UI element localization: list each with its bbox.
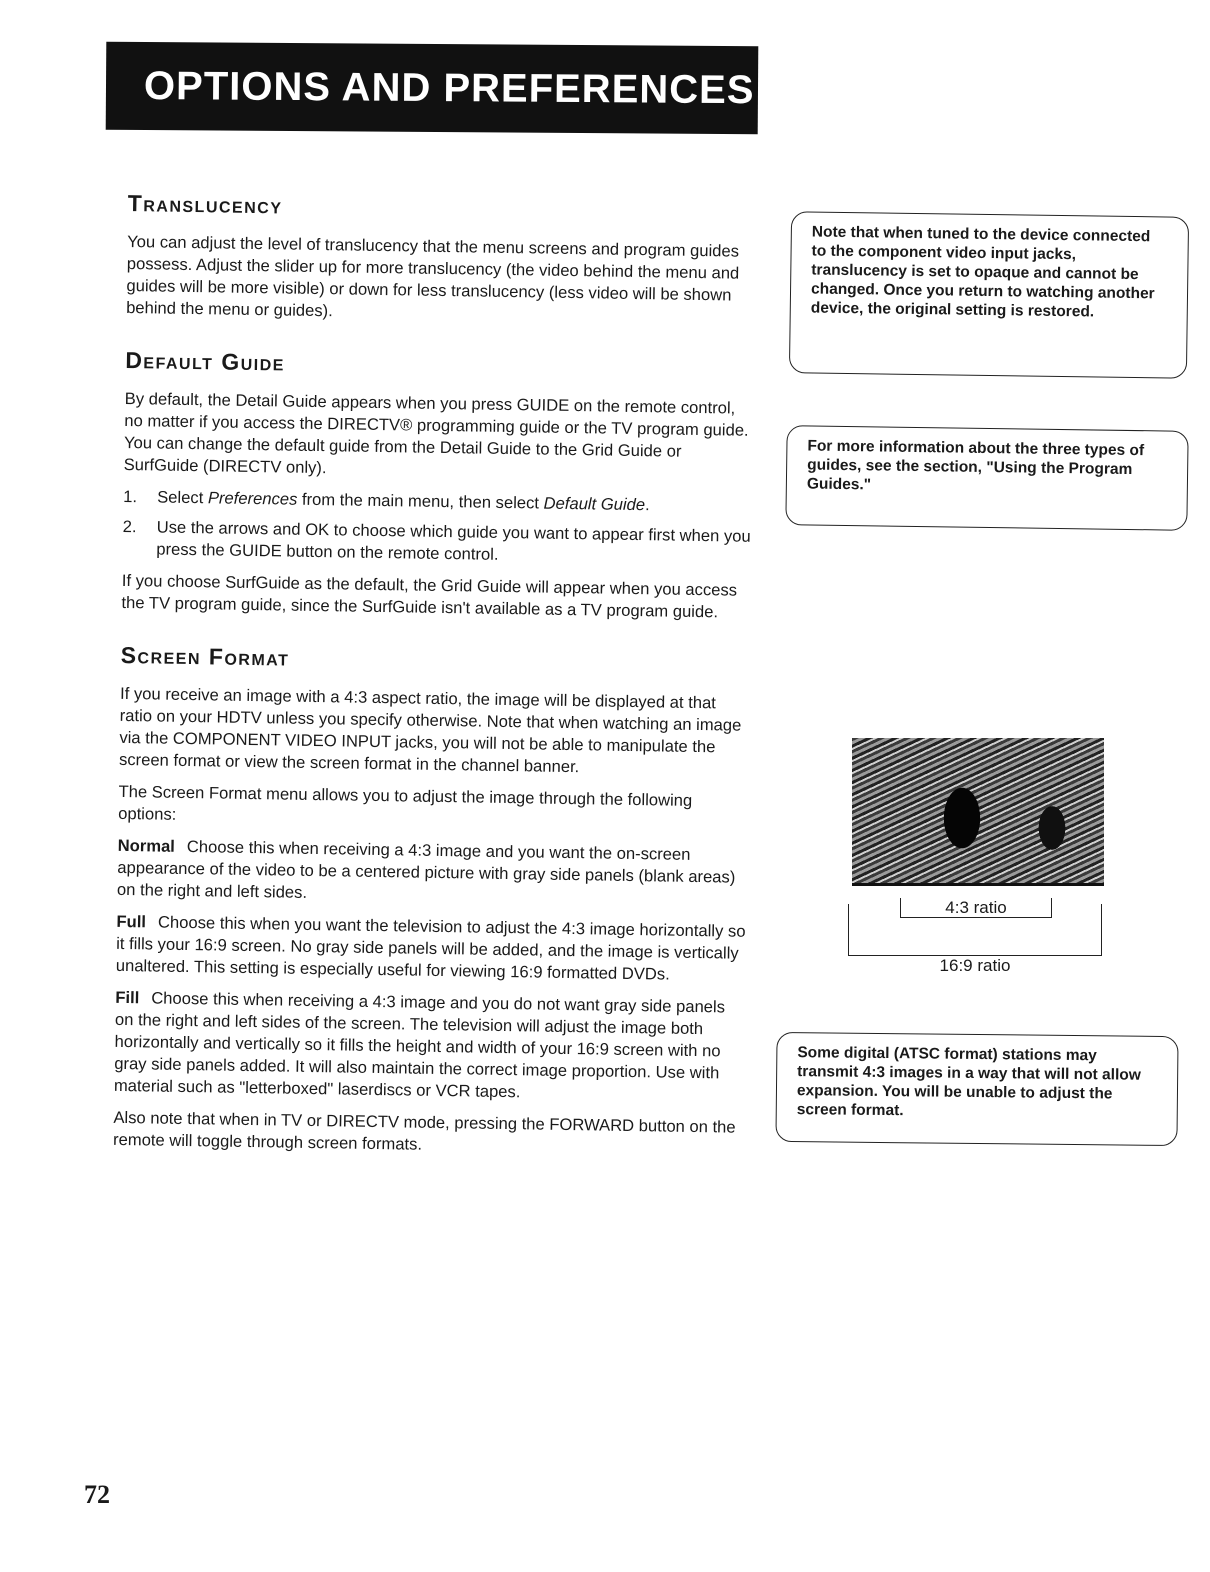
default-guide-intro: By default, the Detail Guide appears when you press GUIDE on the remote control, no matter if you access the DIRECTV® programming guide or the TV program guide. You can change the default guide from the Detail Guide to the Grid Guide or SurfGuide (DIRECTV only). bbox=[123, 388, 749, 478]
step-text: Use the arrows and OK to choose which guide you want to appear first when you press the GUIDE button on the remote control. bbox=[156, 517, 751, 564]
default-guide-section bbox=[121, 347, 755, 624]
option-term: Fill bbox=[115, 987, 140, 1008]
label-43-ratio: 4:3 ratio bbox=[945, 898, 1007, 917]
sample-tv-image bbox=[852, 738, 1104, 886]
main-column bbox=[112, 190, 757, 1189]
step-number: 1. bbox=[123, 486, 138, 507]
step-text-part: . bbox=[644, 495, 650, 515]
note-text: For more information about the three types of guides, see the section, "Using the Program Guides." bbox=[806, 437, 1145, 494]
step-item bbox=[122, 516, 753, 570]
note-guides bbox=[785, 425, 1188, 531]
page-number: 72 bbox=[84, 1480, 110, 1509]
option-desc: Choose this when receiving a 4:3 image and you do not want gray side panels on the right and left sides of the screen. The television will adjust the image both horizontally and vertically so it fills the height and width of your 16:9 screen with no gray side panels added. It will also maintain the correct image proportion. Use with material such as "letterboxed" laserdiscs or VCR tapes. bbox=[113, 988, 726, 1102]
option-term: Normal bbox=[117, 835, 176, 856]
screen-format-p2: The Screen Format menu allows you to adjust the image through the following options: bbox=[118, 781, 693, 824]
screen-format-heading: Screen Format bbox=[120, 641, 290, 671]
step-text-part: Select bbox=[157, 487, 209, 508]
option-term: Full bbox=[116, 911, 147, 932]
step-text-part: from the main menu, then select bbox=[297, 489, 544, 513]
label-169-ratio: 16:9 ratio bbox=[939, 956, 1011, 975]
page-title-banner bbox=[106, 42, 759, 135]
default-guide-outro: If you choose SurfGuide as the default, the Grid Guide will appear when you access the TV program guide, since the SurfGuide isn't available as a TV program guide. bbox=[121, 570, 738, 622]
translucency-body: You can adjust the level of translucency that the menu screens and program guides possess. Adjust the slider up for more translucency (the video behind the menu and guides will be more visible) or down for less translucency (less video will be shown behind the menu or guides). bbox=[126, 231, 740, 321]
option-fill bbox=[114, 987, 746, 1107]
option-full bbox=[116, 911, 747, 987]
default-guide-steps bbox=[122, 486, 753, 570]
screen-format-p1: If you receive an image with a 4:3 aspect ratio, the image will be displayed at that ratio on your HDTV unless you specify otherwise. Note that when watching an image via the COMPONENT VIDEO INPUT jacks, you will not be able to manipulate the screen format or view the screen format in the channel banner. bbox=[118, 683, 742, 777]
note-atsc bbox=[775, 1032, 1178, 1146]
menu-name: Default Guide bbox=[543, 493, 646, 515]
aspect-ratio-figure bbox=[846, 738, 1106, 988]
step-number: 2. bbox=[122, 516, 137, 537]
option-desc: Choose this when you want the television to adjust the 4:3 image horizontally so it fills your 16:9 screen. No gray side panels will be added, and the image is vertically unaltered. This setting is especially useful for viewing 16:9 formatted DVDs. bbox=[115, 912, 746, 984]
step-item bbox=[123, 486, 753, 518]
translucency-heading: Translucency bbox=[127, 190, 283, 219]
menu-name: Preferences bbox=[207, 488, 298, 509]
screen-format-p3: Also note that when in TV or DIRECTV mode, pressing the FORWARD button on the remote will toggle through screen formats. bbox=[112, 1107, 736, 1154]
page-title: OPTIONS AND PREFERENCES bbox=[143, 63, 755, 113]
translucency-section bbox=[126, 190, 758, 329]
step-text bbox=[157, 486, 650, 516]
default-guide-heading: Default Guide bbox=[125, 346, 286, 376]
note-text: Note that when tuned to the device connected to the component video input jacks, translucency is set to opaque and cannot be changed. Once you return to watching another device, the original setting is restored. bbox=[810, 223, 1155, 321]
note-text: Some digital (ATSC format) stations may transmit 4:3 images in a way that will not allow expansion. You will be unable to adjust the screen format. bbox=[796, 1044, 1141, 1120]
option-normal bbox=[117, 835, 748, 911]
screen-format-section bbox=[113, 642, 751, 1161]
option-desc: Choose this when receiving a 4:3 image and you want the on-screen appearance of the video to be a centered picture with gray side panels (blank areas) on the right and left sides. bbox=[116, 837, 736, 902]
note-translucency bbox=[789, 211, 1189, 379]
